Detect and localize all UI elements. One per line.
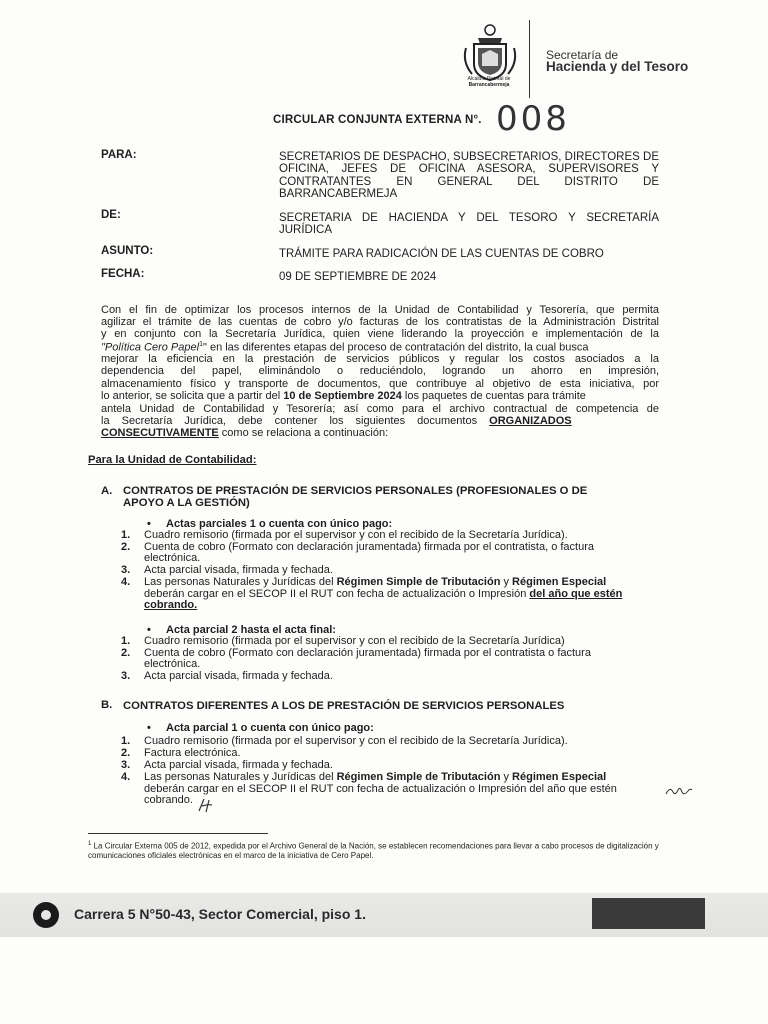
seal-caption-line1: Alcaldía Distrital de [467,76,511,82]
de-value: SECRETARIA DE HACIENDA Y DEL TESORO Y SECRETARÍA JURÍDICA [279,212,659,237]
asunto-value: TRÁMITE PARA RADICACIÓN DE LAS CUENTAS DE COBRO [279,248,604,260]
circular-title: CIRCULAR CONJUNTA EXTERNA N°. [273,114,482,126]
list-item-continuation: deberán cargar en el SECOP II el RUT con fecha de actualización o Impresión del año que estén [144,783,617,795]
bullet-icon: • [147,722,151,734]
subsection-title: Actas parciales 1 o cuenta con único pago: [166,518,393,530]
section-a-title-1: CONTRATOS DE PRESTACIÓN DE SERVICIOS PERSONALES (PROFESIONALES O DE [123,485,588,497]
intro-line: la Secretaría Jurídica, debe contener los siguientes documentos ORGANIZADOS [101,415,572,427]
intro-line: mejorar la eficiencia en la prestación de servicios públicos y regular los costos asociados a la [101,353,659,365]
asunto-label: ASUNTO: [101,245,154,257]
secretaria-prefix: Secretaría de [546,48,619,62]
intro-line: dependencia del papel, eliminándolo o reduciéndolo, logrando un ahorro en impresión, [101,365,659,377]
section-a-title-2: APOYO A LA GESTIÓN) [123,497,250,509]
footnote-divider [88,833,268,834]
para-value: SECRETARIOS DE DESPACHO, SUBSECRETARIOS, DIRECTORES DE OFICINA, JEFES DE OFICINA ASESORA, SUPERVISORES Y CONTRATANTES EN GENERAL DEL DISTRITO DE BARRANCABERMEJA [279,151,659,200]
redacted-block [592,898,705,929]
list-item-continuation: cobrando. [144,794,193,806]
intro-line: agilizar el trámite de las cuentas de cobro y/o facturas de los contratistas de la Administración Distrital [101,316,659,328]
intro-line: almacenamiento físico y transporte de documentos, que contribuye al objetivo de esta iniciativa, por [101,378,659,390]
header-divider [529,20,530,98]
handwritten-signature-icon [664,782,694,800]
footnote: $^1$ La Circular Externa 005 de 2012, expedida por el Archivo General de la Nación, se establecen recomendaciones para llevar a cabo procesos de digitalización y comunicaciones oficiales electrónicas en el marco de la iniciativa de Cero Papel. [88,841,659,861]
section-b-letter: B. [101,699,113,711]
unit-heading: Para la Unidad de Contabilidad: [88,454,257,466]
section-b-title: CONTRATOS DIFERENTES A LOS DE PRESTACIÓN DE SERVICIOS PERSONALES [123,700,565,712]
list-item-continuation: deberán cargar en el SECOP II el RUT con fecha de actualización o Impresión del año que estén [144,588,623,600]
subsection-title: Acta parcial 2 hasta el acta final: [166,624,336,636]
para-label: PARA: [101,149,137,161]
secretaria-name: Hacienda y del Tesoro [546,59,689,74]
intro-line: "Política Cero Papel$^1$" en las diferentes etapas del proceso de contratación del distrito, la cual busca [101,341,589,354]
fecha-label: FECHA: [101,268,145,280]
list-item-continuation: electrónica. [144,552,201,564]
fecha-value: 09 DE SEPTIEMBRE DE 2024 [279,271,437,283]
intro-line: antela Unidad de Contabilidad y Tesorería; así como para el archivo contractual de competencia de [101,403,659,415]
location-pin-icon-center [41,910,51,920]
subsection-title: Acta parcial 1 o cuenta con único pago: [166,722,374,734]
circular-number: 008 [496,99,570,139]
footer-address: Carrera 5 N°50-43, Sector Comercial, piso 1. [74,906,366,922]
list-item-continuation: electrónica. [144,658,201,670]
seal-caption-line2: Barrancabermeja [468,82,510,88]
list-item-continuation: cobrando. [144,599,198,611]
intro-line: CONSECUTIVAMENTE como se relaciona a continuación: [101,427,389,439]
intro-line: Con el fin de optimizar los procesos internos de la Unidad de Contabilidad y Tesorería, que permita [101,304,659,316]
handwritten-initial-icon [196,796,218,814]
section-a-letter: A. [101,485,113,497]
footnote-ref: 1 [199,341,203,348]
intro-line: y en conjunto con la Secretaría Jurídica, quien viene liderando la proyección e implementación de la [101,328,659,340]
bullet-icon: • [147,518,151,530]
de-label: DE: [101,209,121,221]
bullet-icon: • [147,624,151,636]
intro-line: lo anterior, se solicita que a partir del 10 de Septiembre 2024 los paquetes de cuentas para trámite [101,390,586,402]
politica-cero-papel: "Política Cero Papel [101,341,200,354]
